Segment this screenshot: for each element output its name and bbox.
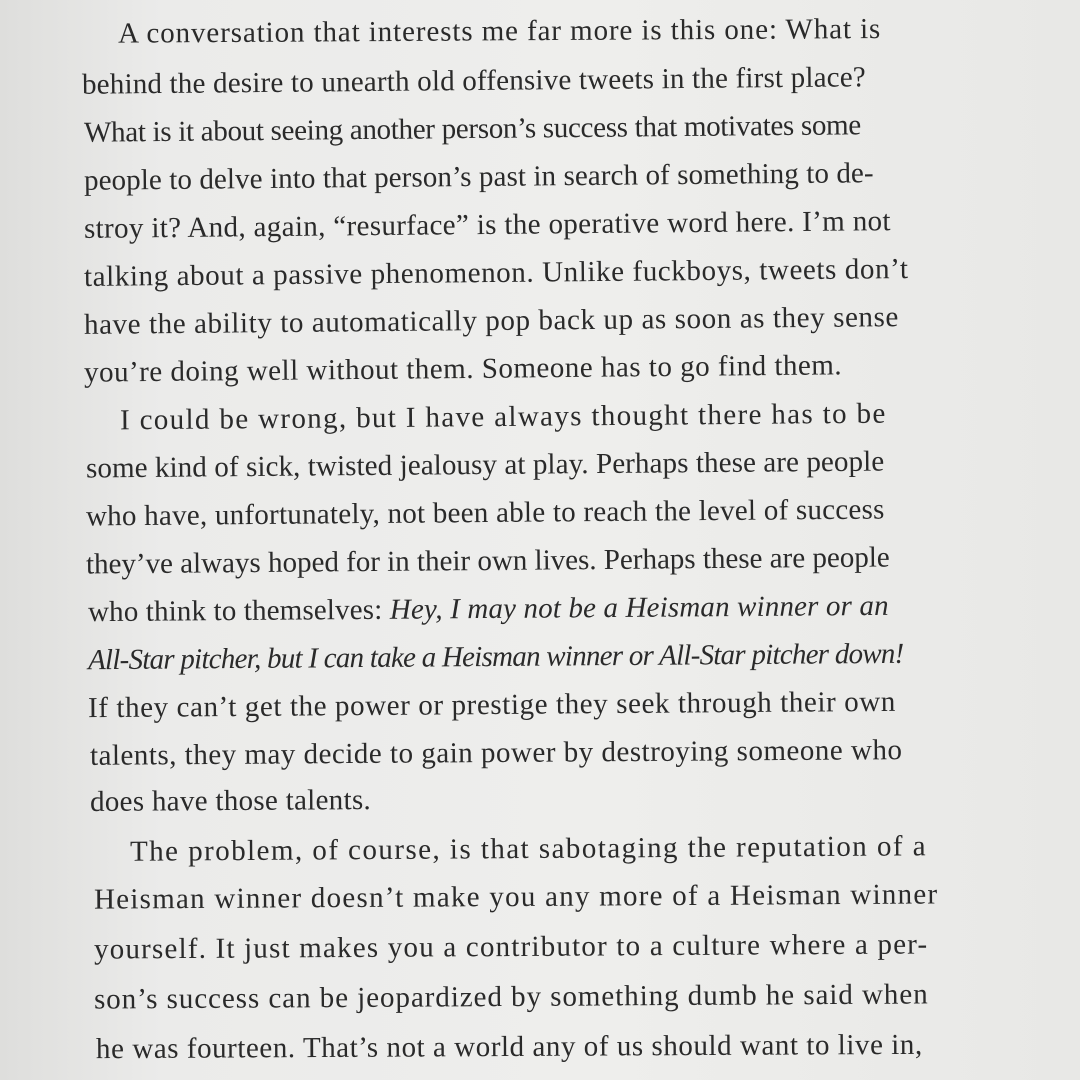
text-line-content: Heisman winner doesn’t make you any more of a Heisman winner bbox=[93, 878, 939, 916]
text-line bbox=[84, 156, 874, 198]
text-line bbox=[94, 927, 929, 966]
text-line-italic: Hey, I may not be a Heisman winner or an bbox=[389, 589, 889, 626]
text-line bbox=[88, 589, 889, 629]
text-line bbox=[84, 348, 842, 389]
text-line-content: behind the desire to unearth old offensive tweets in the first place? bbox=[81, 61, 867, 101]
text-line bbox=[118, 11, 988, 50]
text-line-content: I could be wrong, but I have always thought there has to be bbox=[119, 397, 887, 437]
text-line-content: talking about a passive phenomenon. Unlike fuckboys, tweets don’t bbox=[83, 253, 909, 293]
text-line-content: does have those talents. bbox=[89, 784, 372, 818]
text-line-content: some kind of sick, twisted jealousy at play. Perhaps these are people bbox=[85, 445, 885, 485]
text-line-content: you’re doing well without them. Someone has to go find them. bbox=[83, 349, 843, 389]
text-line-content: they’ve always hoped for in their own lives. Perhaps these are people bbox=[85, 541, 890, 581]
text-line bbox=[86, 493, 885, 534]
text-line bbox=[90, 733, 903, 773]
text-line bbox=[88, 637, 904, 677]
text-line-content: yourself. It just makes you a contributor to a culture where a per- bbox=[93, 928, 929, 966]
text-line bbox=[90, 783, 371, 819]
text-line bbox=[86, 540, 890, 581]
text-line bbox=[84, 252, 909, 294]
text-line bbox=[94, 977, 929, 1016]
text-line bbox=[88, 685, 896, 725]
text-line bbox=[84, 108, 861, 149]
text-line-content: talents, they may decide to gain power by destroying someone who bbox=[89, 734, 903, 772]
text-line-content bbox=[88, 637, 904, 677]
text-line-content: who have, unfortunately, not been able to reach the level of success bbox=[85, 493, 885, 533]
text-line-content: he was fourteen. That’s not a world any of us should want to live in, bbox=[95, 1028, 923, 1066]
text-line bbox=[130, 829, 927, 869]
text-line-content: The problem, of course, is that sabotaging the reputation of a bbox=[129, 830, 928, 868]
text-line bbox=[84, 300, 899, 342]
text-line bbox=[96, 1028, 923, 1066]
text-line-content: son’s success can be jeopardized by something dumb he said when bbox=[93, 978, 929, 1016]
text-line-content: What is it about seeing another person’s success that motivates some bbox=[83, 109, 862, 149]
text-line-plain: who think to themselves: bbox=[87, 593, 390, 629]
text-line bbox=[86, 445, 885, 486]
text-line-content bbox=[88, 589, 889, 629]
text-line bbox=[84, 204, 891, 246]
text-line-content: If they can’t get the power or prestige they seek through their own bbox=[87, 685, 897, 725]
text-line-content: people to delve into that person’s past in search of something to de- bbox=[83, 157, 874, 197]
text-line-content: have the ability to automatically pop back up as soon as they sense bbox=[83, 301, 900, 341]
text-line-content: A conversation that interests me far more is this one: What is bbox=[117, 12, 882, 50]
text-line-content: stroy it? And, again, “resurface” is the operative word here. I’m not bbox=[83, 205, 891, 245]
text-line bbox=[94, 877, 939, 916]
text-line bbox=[120, 397, 887, 438]
text-line-italic: All-Star pitcher, but I can take a Heisman winner or All-Star pitcher down! bbox=[87, 637, 904, 677]
text-line bbox=[82, 60, 866, 102]
